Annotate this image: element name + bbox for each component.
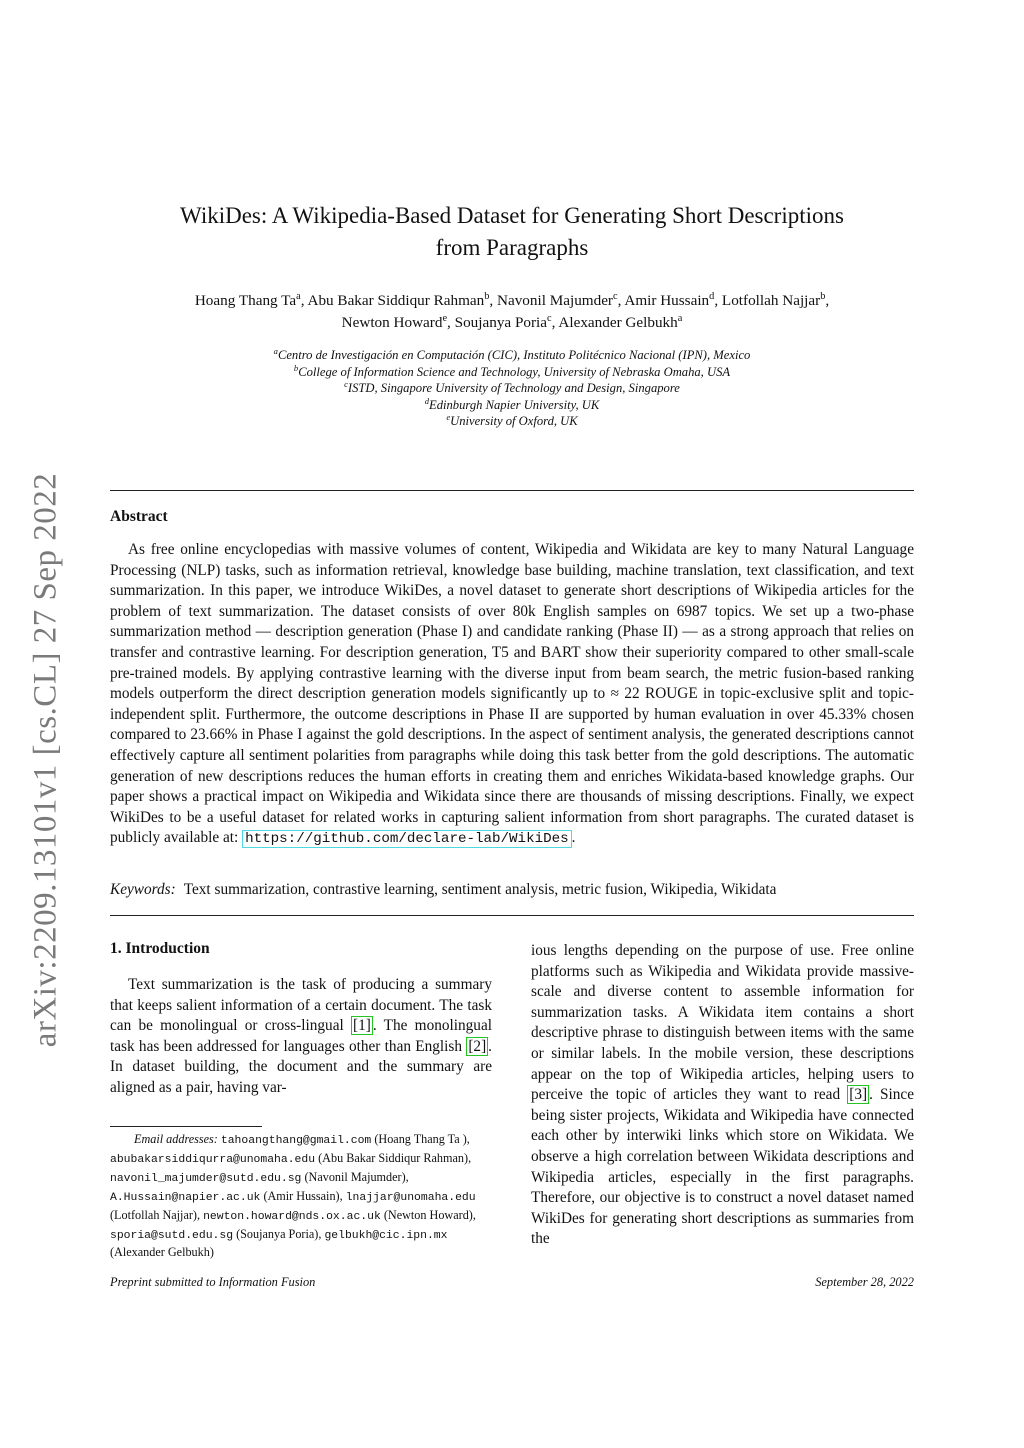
abstract-bottom-rule [110,915,914,916]
abstract-text: As free online encyclopedias with massive volumes of content, Wikipedia and Wikidata are key to many Natural Language Processing (NLP) tasks, such as information retrieval, knowledge base building, machine translation, text classification, and text summarization. In this paper, we introduce WikiDes, a novel dataset to generate short descriptions of Wikipedia articles for the problem of text summarization. The dataset consists of over 80k English samples on 6987 topics. We set up a two-phase summarization method — description generation (Phase I) and candidate ranking (Phase II) — as a strong approach that relies on transfer and contrastive learning. For description generation, T5 and BART show their superiority compared to other small-scale pre-trained models. By applying contrastive learning with the diverse input from beam search, the metric fusion-based ranking models outperform the direct description generation models significantly up to ≈ 22 ROUGE in topic-exclusive split and topic-independent split. Furthermore, the outcome descriptions in Phase II are supported by human evaluation in over 45.33% chosen compared to 23.66% in Phase I against the gold descriptions. In the aspect of sentiment analysis, the generated descriptions cannot effectively capture all sentiment polarities from paragraphs while doing this task better from the gold descriptions. The automatic generation of new descriptions reduces the human efforts in creating them and enriches Wikidata-based knowledge graphs. Our paper shows a practical impact on Wikipedia and Wikidata since there are thousands of missing descriptions. Finally, we expect WikiDes to be a useful dataset for related works in capturing salient information from short paragraphs. The curated dataset is publicly available at: [110,541,914,847]
affiliation-list [112,347,912,430]
author-line-1: Hoang Thang Ta$^a$, Abu Bakar Siddiqur Rahman$^b$, Navonil Majumder$^c$, Amir Hussain$^d$, Lotfollah Najjar$^b$, [194,290,830,309]
author-affiliation-mark: a [296,290,301,302]
footnote-label: Email addresses: [134,1132,218,1146]
intro-text: . The monolingual task has been addressed for languages other than English [110,1017,492,1055]
affiliation-text: College of Information Science and Technology, University of Nebraska Omaha, USA [298,364,731,379]
email-link[interactable]: navonil_majumder@sutd.edu.sg [110,1172,302,1185]
email-link[interactable]: sporia@sutd.edu.sg [110,1229,234,1242]
author-name: Hoang Thang Ta [194,292,297,309]
keywords-text: Text summarization, contrastive learning, sentiment analysis, metric fusion, Wikipedia, Wikidata [183,881,777,898]
email-owner: (Hoang Thang Ta ), [371,1132,470,1146]
keywords [110,880,914,900]
footer-preprint-note: Preprint submitted to Information Fusion [110,1275,316,1289]
email-owner: (Soujanya Poria), [233,1226,325,1241]
intro-text: Text summarization is the task of producing a summary that keeps salient information of a certain document. The task can be monolingual or cross-lingual [110,976,492,1035]
email-link[interactable]: gelbukh@cic.ipn.mx [324,1229,448,1242]
intro-text: . In dataset building, the document and the summary are aligned as a pair, having var- [110,1037,492,1096]
title-line-1: WikiDes: A Wikipedia-Based Dataset for Generating Short Descriptions [180,203,844,228]
citation-link[interactable]: [2] [468,1037,487,1055]
author-affiliation-mark: c [547,312,552,324]
arxiv-sidebar-stamp: arXiv:2209.13101v1 [cs.CL] 27 Sep 2022 [27,472,64,1048]
email-link[interactable]: lnajjar@unomaha.edu [345,1191,476,1204]
affiliation-key: d [424,395,430,406]
email-owner: (Newton Howard), [380,1207,476,1222]
email-footnote [110,1131,492,1261]
affiliation-text: University of Oxford, UK [450,414,578,429]
email-link[interactable]: A.Hussain@napier.ac.uk [110,1191,261,1204]
affiliation-item [112,413,912,430]
email-link[interactable]: tahoangthang@gmail.com [220,1135,372,1147]
dataset-link[interactable]: https://github.com/declare-lab/WikiDes [242,830,572,848]
affiliation-key: e [446,412,451,423]
author-list [112,290,912,334]
footer-date: September 28, 2022 [815,1275,914,1289]
affiliation-text: Centro de Investigación en Computación (CIC), Instituto Politécnico Nacional (IPN), Mexico [277,348,751,362]
abstract-top-rule [110,490,914,491]
affiliation-item [112,364,912,381]
author-line-2: Newton Howard$^e$, Soujanya Poria$^c$, Alexander Gelbukh$^a$ [341,312,683,331]
author-name: Abu Bakar Siddiqur Rahman [307,292,485,309]
citation-link[interactable]: [3] [849,1086,868,1104]
author-name: Alexander Gelbukh [558,314,678,331]
abstract-heading: Abstract [110,508,168,525]
section-heading-introduction: 1. Introduction [110,940,210,957]
intro-left-column [110,975,492,1099]
intro-text: . Since being sister projects, Wikidata and Wikipedia have connected each other by interwiki links which store on Wikidata. We observe a high correlation between Wikidata descriptions and Wikipedia articles, especially in the first paragraphs. Therefore, our objective is to construct a novel dataset named WikiDes for generating short descriptions as summaries from the [531,1086,914,1248]
footnote-rule [110,1126,262,1127]
author-affiliation-mark: b [484,290,490,302]
author-affiliation-mark: d [709,290,715,302]
affiliation-item [112,347,912,364]
author-affiliation-mark: a [677,312,683,324]
email-link[interactable]: newton.howard@nds.ox.ac.uk [203,1210,381,1223]
email-owner: (Abu Bakar Siddiqur Rahman), [315,1150,472,1165]
author-name: Navonil Majumder [497,292,613,309]
author-name: Lotfollah Najjar [721,292,821,309]
affiliation-text: ISTD, Singapore University of Technology and Design, Singapore [347,381,680,396]
affiliation-item [112,380,912,397]
email-owner: (Amir Hussain), [260,1188,346,1203]
affiliation-key: a [273,345,278,356]
citation-link[interactable]: [1] [353,1017,371,1035]
intro-right-column [531,941,914,1250]
author-name: Newton Howard [341,314,443,331]
email-link[interactable]: abubakarsiddiqurra@unomaha.edu [110,1153,316,1166]
affiliation-key: b [293,362,299,373]
author-affiliation-mark: e [442,312,448,324]
email-owner: (Navonil Majumder), [301,1169,409,1184]
email-owner: (Lotfollah Najjar), [110,1207,204,1222]
keywords-label: Keywords: [110,881,176,898]
author-affiliation-mark: b [820,290,826,302]
affiliation-item [112,397,912,414]
affiliation-text: Edinburgh Napier University, UK [429,397,600,412]
author-name: Soujanya Poria [454,314,548,331]
author-name: Amir Hussain [624,292,710,309]
paper-title [112,200,912,264]
email-owner: (Alexander Gelbukh) [110,1245,214,1260]
abstract-body [110,540,914,850]
title-line-2: from Paragraphs [435,235,589,260]
abstract-end: . [571,829,576,847]
author-affiliation-mark: c [613,290,618,302]
affiliation-key: c [344,379,348,389]
intro-text: ious lengths depending on the purpose of use. Free online platforms such as Wikipedia and Wikidata provide massive-scale and diverse content to assemble information for summarization tasks. A Wikidata item contains a short descriptive phrase to distinguish between items with the same or similar labels. In the mobile version, these descriptions appear on the top of Wikipedia articles, helping users to perceive the topic of articles they want to read [531,942,914,1104]
